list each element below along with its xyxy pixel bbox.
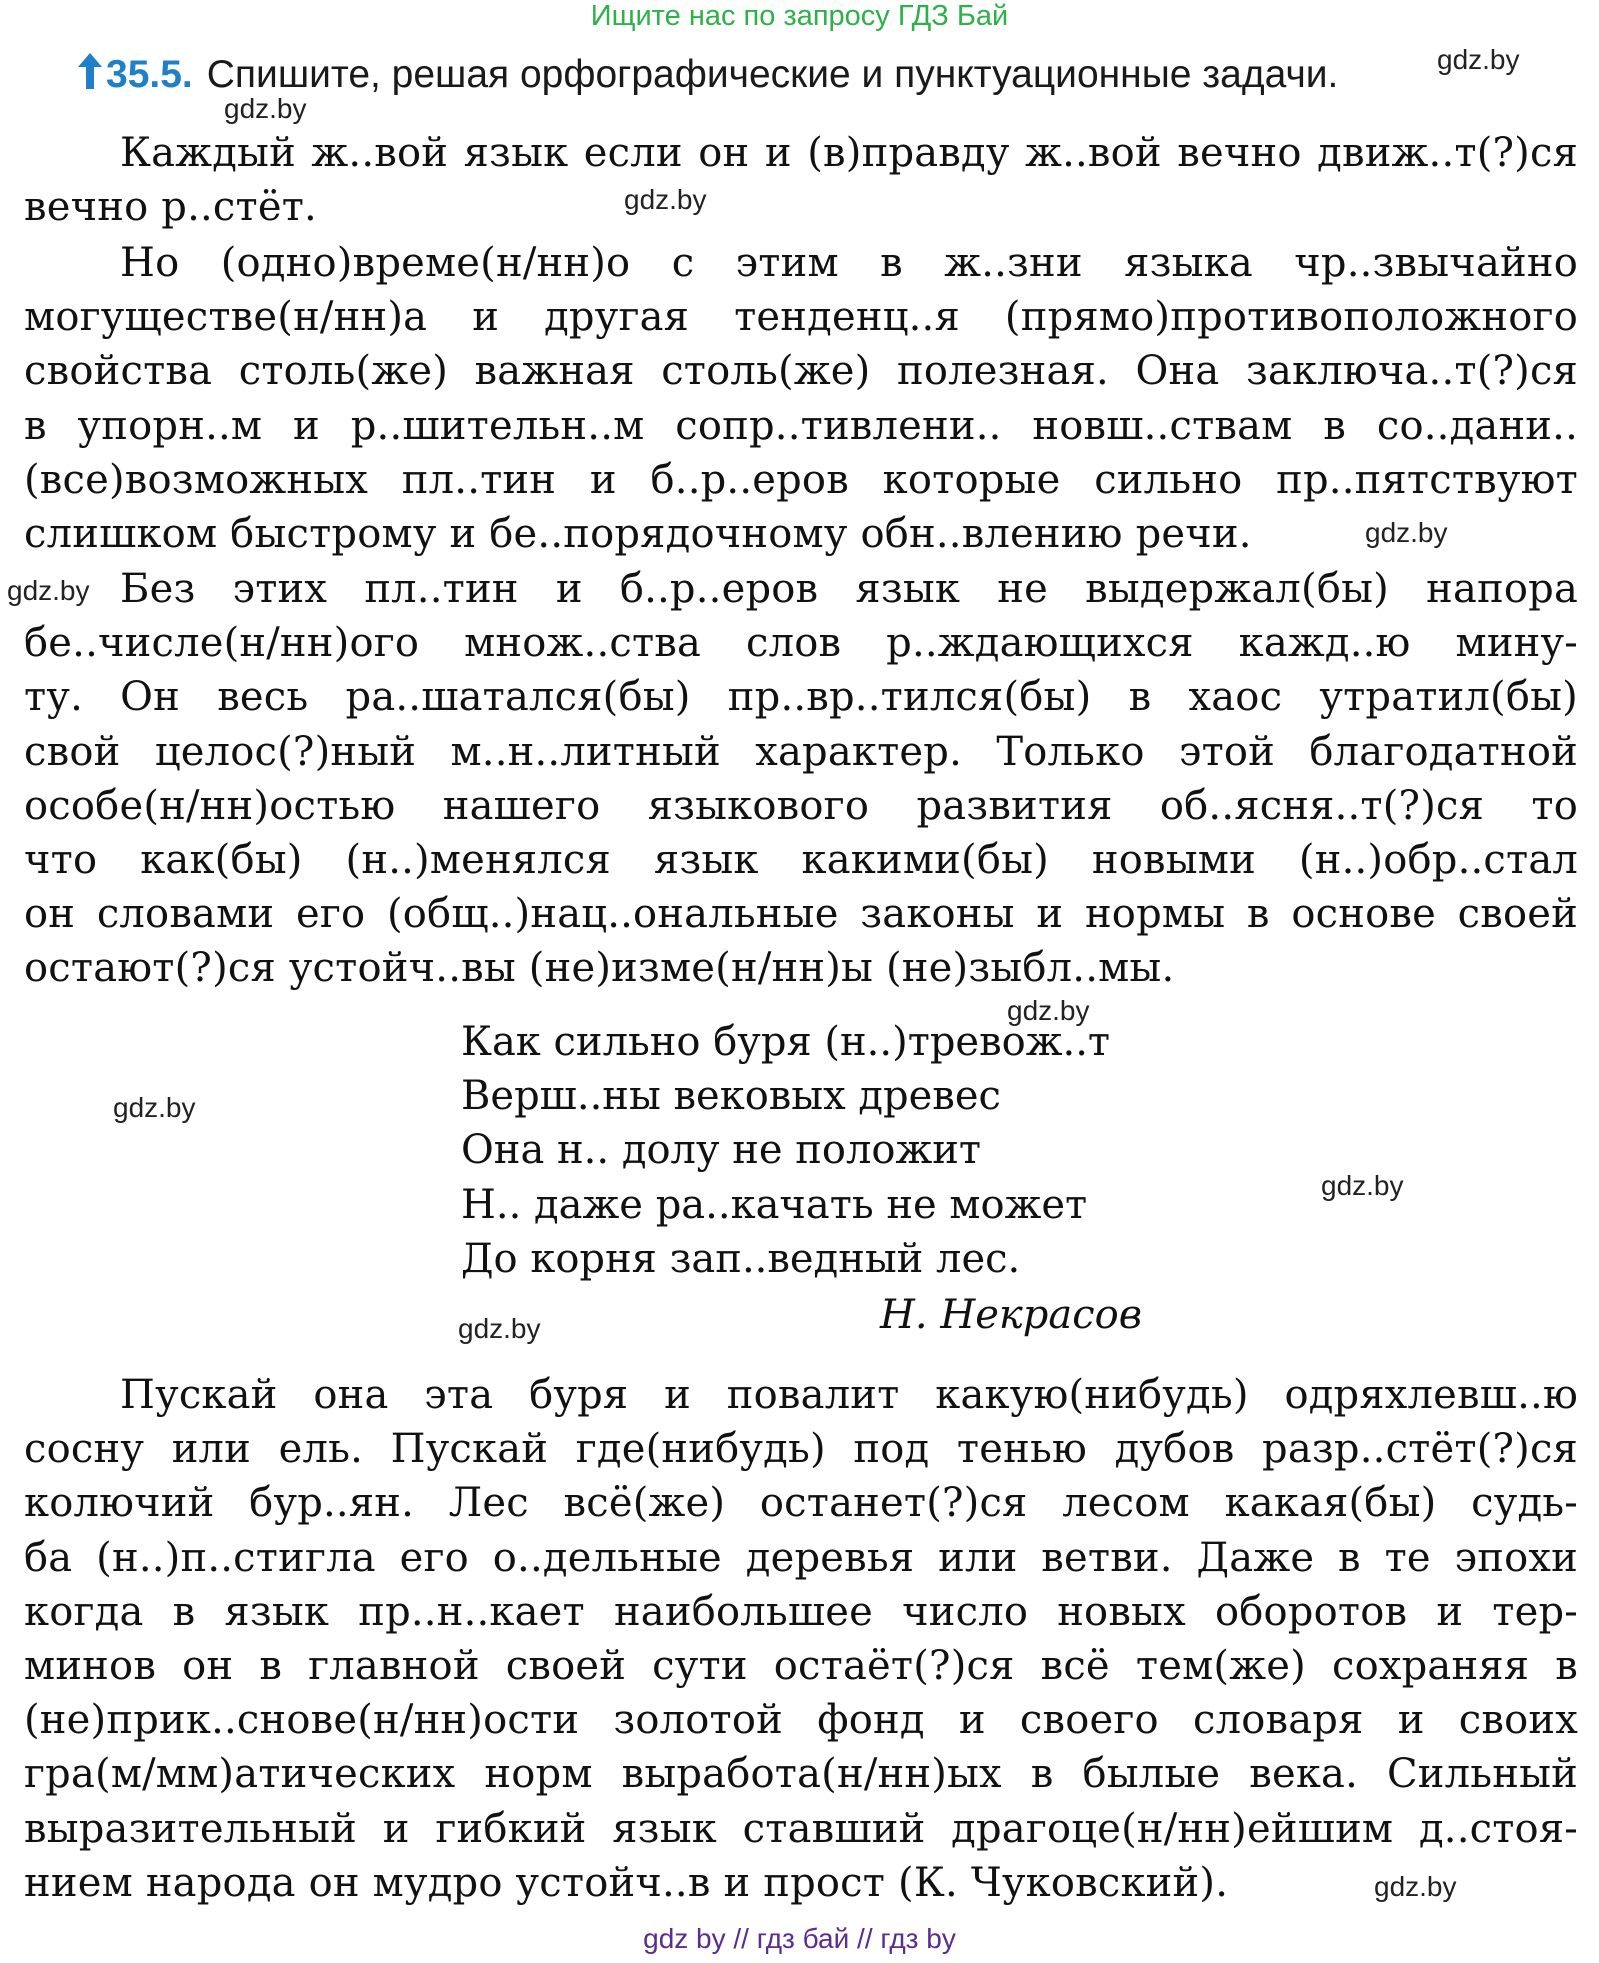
watermark: gdz.by bbox=[624, 184, 707, 215]
paragraph-4 bbox=[24, 1368, 1578, 1910]
task-instruction: Спишите, решая орфографические и пунктуационные задачи. bbox=[206, 53, 1339, 96]
poem-line: Верш..ны вековых древес bbox=[461, 1073, 1001, 1120]
text-line: выразительный и гибкий язык ставший драгоце(н/нн)ейшим д..стоя- bbox=[24, 1805, 1578, 1852]
watermark: gdz.by bbox=[113, 1092, 196, 1123]
poem bbox=[461, 1015, 1161, 1286]
watermark: gdz.by bbox=[1321, 1170, 1404, 1201]
text-line: когда в язык пр..н..кает наибольшее число новых оборотов и тер- bbox=[24, 1588, 1578, 1635]
text-line: особе(н/нн)остью нашего языкового развития об..ясня..т(?)ся то bbox=[24, 782, 1578, 829]
up-arrow-icon bbox=[78, 52, 102, 102]
watermark: gdz.by bbox=[1374, 1871, 1457, 1902]
paragraph-3 bbox=[24, 562, 1578, 996]
watermark: gdz.by bbox=[1365, 517, 1448, 548]
watermark: gdz.by bbox=[224, 93, 307, 124]
poem-line: Она н.. долу не положит bbox=[461, 1127, 982, 1174]
text-line: Без этих пл..тин и б..р..еров язык не выдержал(бы) напора bbox=[120, 566, 1578, 612]
watermark: gdz.by bbox=[458, 1313, 541, 1344]
poem-author: Н. Некрасов bbox=[880, 1292, 1142, 1338]
text-line: нием народа он мудро устойч..в и прост (К. Чуковский). bbox=[24, 1859, 1229, 1906]
poem-line: До корня зап..ведный лес. bbox=[461, 1235, 1021, 1282]
text-line: слишком быстрому и бе..порядочному обн..влению речи. bbox=[24, 510, 1252, 557]
text-line: вечно р..стёт. bbox=[24, 184, 317, 231]
text-line: Но (одно)време(н/нн)о с этим в ж..зни языка чр..звычайно bbox=[120, 240, 1578, 286]
text-line: могуществе(н/нн)а и другая тенденц..я (прямо)противоположного bbox=[24, 294, 1578, 341]
text-line: свойства столь(же) важная столь(же) полезная. Она заключа..т(?)ся bbox=[24, 348, 1578, 395]
text-line: минов он в главной своей сути остаёт(?)ся всё тем(же) сохраняя в bbox=[24, 1642, 1578, 1689]
text-line: свой целос(?)ный м..н..литный характер. Только этой благодатной bbox=[24, 728, 1578, 775]
paragraph-1 bbox=[24, 126, 1578, 234]
watermark: gdz.by bbox=[1437, 44, 1520, 75]
poem-line: Как сильно буря (н..)тревож..т bbox=[461, 1019, 1111, 1065]
text-line: в упорн..м и р..шительн..м сопр..тивлени.. новш..ствам в со..дани.. bbox=[24, 402, 1578, 449]
text-line: он словами его (общ..)нац..ональные законы и нормы в основе своей bbox=[24, 891, 1578, 938]
text-line: остают(?)ся устойч..вы (не)изме(н/нн)ы (не)зыбл..мы. bbox=[24, 945, 1175, 992]
text-line: (не)прик..снове(н/нн)ости золотой фонд и своего словаря и своих bbox=[24, 1697, 1578, 1744]
footer-links[interactable]: gdz by // гдз бай // гдз by bbox=[643, 1923, 956, 1954]
text-line: что как(бы) (н..)менялся язык какими(бы) новыми (н..)обр..стал bbox=[24, 836, 1578, 883]
watermark: gdz.by bbox=[1007, 995, 1090, 1026]
text-line: ба (н..)п..стигла его о..дельные деревья или ветви. Даже в те эпохи bbox=[24, 1534, 1578, 1581]
text-line: Пускай она эта буря и повалит какую(нибудь) одряхлевш..ю bbox=[120, 1372, 1578, 1418]
text-line: бе..числе(н/нн)ого множ..ства слов р..ждающихся кажд..ю мину- bbox=[24, 620, 1578, 667]
watermark: gdz.by bbox=[7, 575, 90, 606]
poem-line: Н.. даже ра..качать не может bbox=[461, 1181, 1088, 1228]
text-line: (все)возможных пл..тин и б..р..еров которые сильно пр..пятствуют bbox=[24, 456, 1578, 503]
top-banner[interactable]: Ищите нас по запросу ГДЗ Бай bbox=[590, 0, 1009, 32]
text-line: колючий бур..ян. Лес всё(же) останет(?)ся лесом какая(бы) судь- bbox=[24, 1480, 1578, 1527]
paragraph-2 bbox=[24, 236, 1578, 561]
text-line: гра(м/мм)атических норм выработа(н/нн)ых в былые века. Сильный bbox=[24, 1751, 1578, 1798]
text-line: ту. Он весь ра..шатался(бы) пр..вр..тился(бы) в хаос утратил(бы) bbox=[24, 674, 1578, 721]
text-line: Каждый ж..вой язык если он и (в)правду ж..вой вечно движ..т(?)ся bbox=[120, 130, 1578, 176]
task-number: 35.5. bbox=[106, 53, 193, 96]
text-line: сосну или ель. Пускай где(нибудь) под тенью дубов разр..стёт(?)ся bbox=[24, 1426, 1578, 1473]
